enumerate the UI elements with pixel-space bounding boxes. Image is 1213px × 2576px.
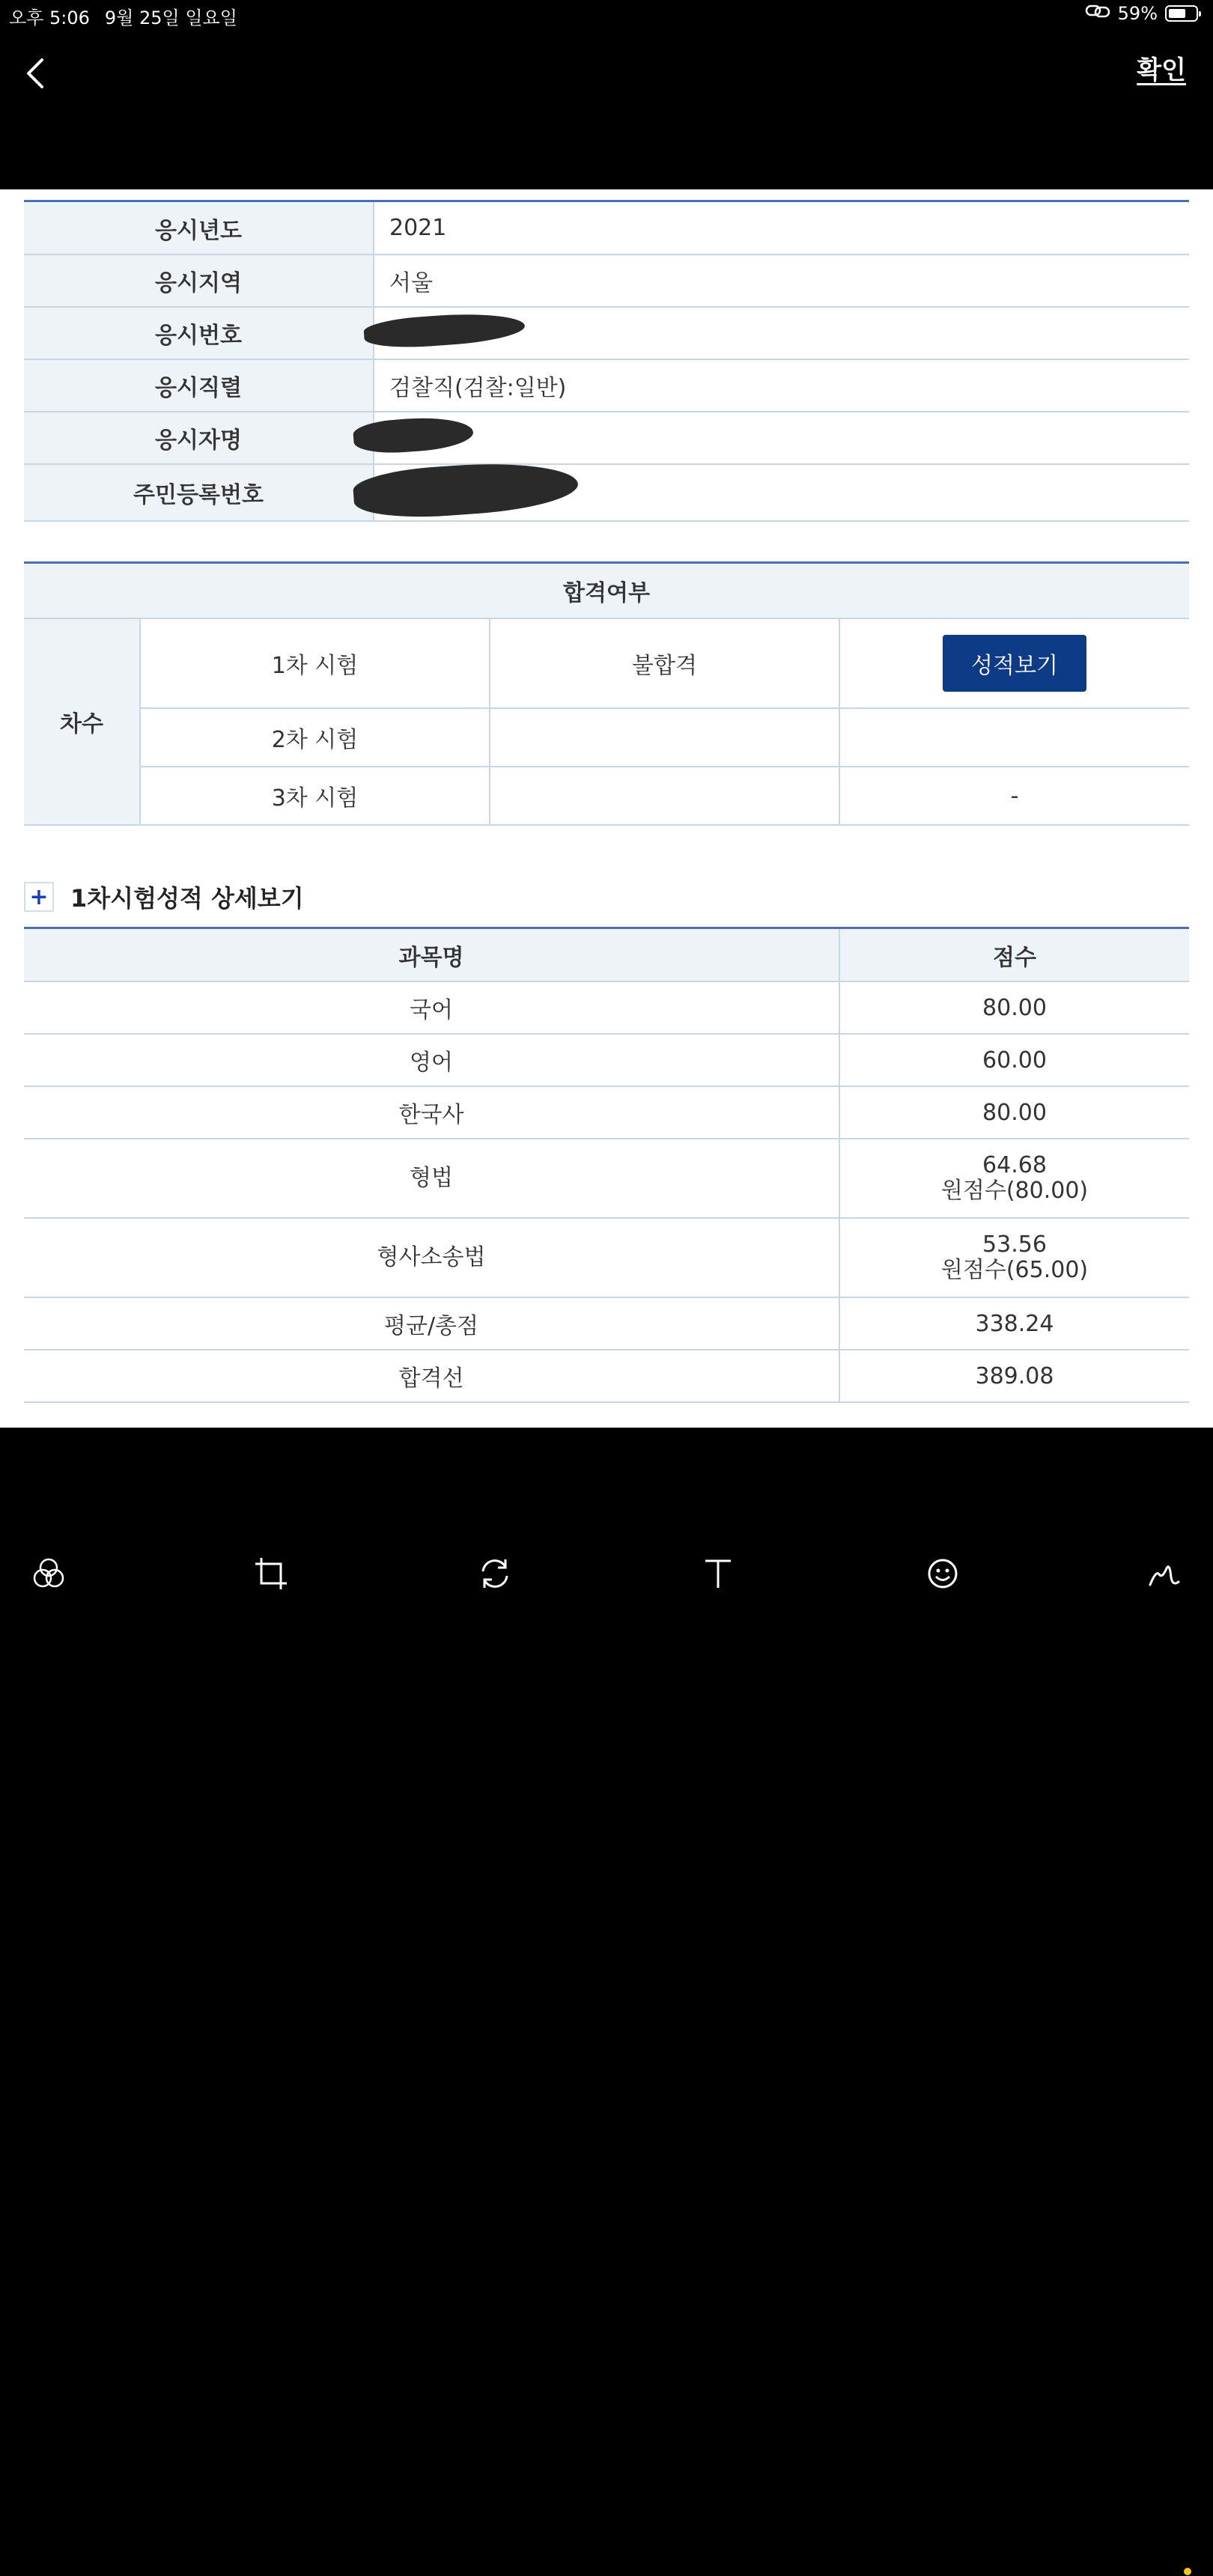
exam-row-1 <box>24 618 1189 708</box>
score-cell: 80.00 <box>839 1086 1189 1139</box>
score-value: 53.56 <box>982 1231 1047 1258</box>
notification-dot-icon <box>1183 2567 1192 2576</box>
subject-cell: 형법 <box>24 1139 839 1218</box>
table-row <box>24 1086 1189 1139</box>
subject-cell: 국어 <box>24 981 839 1034</box>
subject-cell: 한국사 <box>24 1086 839 1139</box>
sticker-icon[interactable] <box>924 1555 961 1592</box>
exam-result <box>490 708 839 767</box>
score-column-header: 점수 <box>839 929 1189 981</box>
info-label: 응시년도 <box>24 202 374 255</box>
table-row <box>24 1034 1189 1086</box>
plus-icon[interactable]: + <box>24 882 54 912</box>
score-table-header <box>24 929 1189 981</box>
subject-column-header: 과목명 <box>24 929 839 981</box>
info-label: 응시직렬 <box>24 359 374 412</box>
table-row <box>24 1350 1189 1402</box>
pass-status-header: 합격여부 <box>24 564 1189 618</box>
table-row <box>24 981 1189 1034</box>
exam-result <box>490 767 839 825</box>
info-row-region <box>24 255 1189 307</box>
info-row-series <box>24 359 1189 412</box>
screenshot-content <box>0 189 1213 1428</box>
nav-bar <box>0 30 1213 189</box>
exam-name: 2차 시험 <box>140 708 490 767</box>
battery-percent: 59% <box>1117 3 1158 24</box>
info-label: 응시지역 <box>24 255 374 307</box>
info-value: 서울 <box>374 255 1189 307</box>
status-date: 9월 25일 일요일 <box>104 7 237 28</box>
table-row <box>24 1297 1189 1350</box>
info-row-resident-number <box>24 464 1189 521</box>
score-cell: 60.00 <box>839 1034 1189 1086</box>
edit-toolbar <box>0 1428 1213 1617</box>
rotate-icon[interactable] <box>476 1555 514 1592</box>
score-cell: 389.08 <box>839 1350 1189 1402</box>
subject-cell: 형사소송법 <box>24 1218 839 1297</box>
link-icon <box>1085 3 1110 24</box>
subject-cell: 영어 <box>24 1034 839 1086</box>
battery-icon <box>1165 5 1198 22</box>
filters-icon[interactable] <box>30 1555 67 1592</box>
exam-action: - <box>839 767 1189 825</box>
raw-score: 원점수(65.00) <box>940 1257 1089 1283</box>
exam-result: 불합격 <box>490 618 839 708</box>
info-value: 검찰직(검찰:일반) <box>374 359 1189 412</box>
exam-action <box>839 708 1189 767</box>
text-icon[interactable] <box>699 1555 737 1592</box>
pass-status-table <box>24 561 1189 826</box>
score-cell: 338.24 <box>839 1297 1189 1350</box>
applicant-info-table <box>24 200 1189 522</box>
subject-cell: 평균/총점 <box>24 1297 839 1350</box>
score-table <box>24 927 1189 1403</box>
crop-icon[interactable] <box>252 1555 290 1592</box>
chevron-left-icon <box>21 51 51 96</box>
redaction-mark <box>352 457 580 523</box>
exam-row-2 <box>24 708 1189 767</box>
table-row <box>24 1218 1189 1297</box>
score-value: 64.68 <box>982 1151 1047 1178</box>
info-label: 응시번호 <box>24 307 374 359</box>
back-button[interactable] <box>21 51 51 96</box>
info-label: 주민등록번호 <box>24 464 374 521</box>
info-value: 2021 <box>374 202 1189 255</box>
info-label: 응시자명 <box>24 412 374 464</box>
detail-section-title: 1차시험성적 상세보기 <box>70 884 304 913</box>
exam-name: 3차 시험 <box>140 767 490 825</box>
detail-section-header[interactable] <box>24 880 304 914</box>
subject-cell: 합격선 <box>24 1350 839 1402</box>
confirm-button[interactable]: 확인 <box>1137 55 1186 85</box>
status-time: 오후 5:06 <box>9 7 90 28</box>
redaction-mark <box>363 310 526 351</box>
exam-row-3 <box>24 767 1189 825</box>
draw-icon[interactable] <box>1146 1555 1183 1592</box>
info-row-name <box>24 412 1189 464</box>
status-bar <box>0 0 1213 30</box>
info-row-year <box>24 202 1189 255</box>
score-cell: 80.00 <box>839 981 1189 1034</box>
round-label: 차수 <box>24 618 140 825</box>
exam-name: 1차 시험 <box>140 618 490 708</box>
info-row-exam-number <box>24 307 1189 359</box>
table-row <box>24 1139 1189 1218</box>
view-score-button[interactable]: 성적보기 <box>943 635 1086 692</box>
raw-score: 원점수(80.00) <box>940 1178 1089 1204</box>
